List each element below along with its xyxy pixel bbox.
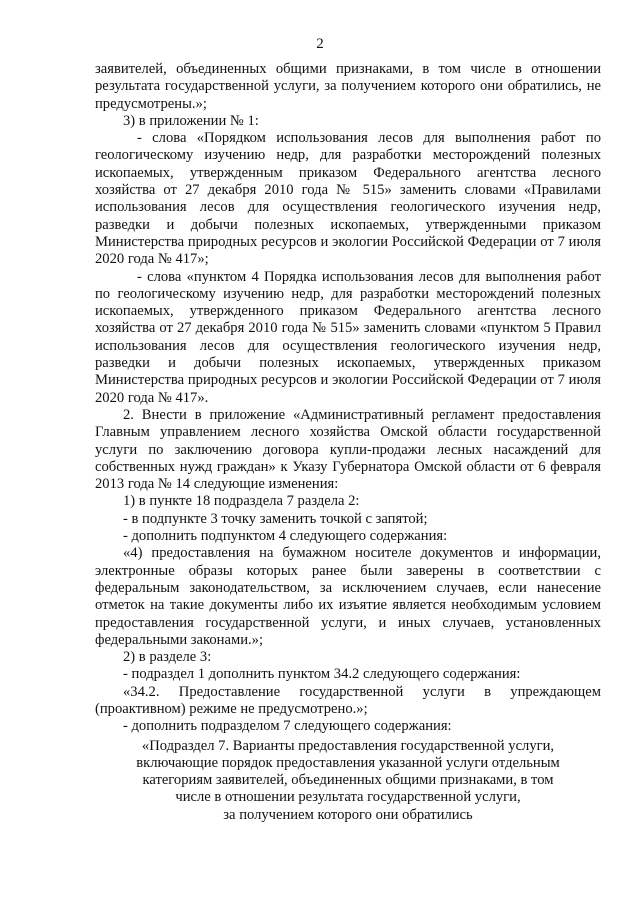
paragraph-item-3: 3) в приложении № 1: [123, 112, 259, 129]
paragraph-point-2: 2. Внести в приложение «Административный регламент предоставления Главным управлением лесного хозяйства Омской области государственной услуги по заключению договора купли-продажи лесных насаждений для собственных нужд граждан» к Указу Губернатора Омской области от 6 февраля 2013 года № 14 следующие изменения: [95, 406, 601, 493]
paragraph-quote-34-2: «34.2. Предоставление государственной услуги в упреждающем (проактивном) режиме не предусмотрено.»; [95, 683, 601, 717]
page-number: 2 [316, 36, 324, 52]
paragraph-dash-6: - дополнить подразделом 7 следующего содержания: [123, 718, 452, 735]
paragraph-quote-4: «4) предоставления на бумажном носителе документов и информации, электронные образы которых ранее были заверены в соответствии с федеральным законодательством, за исключением случаев, если нанесение отметок на такие документы либо их изъятие является необходимым условием предоставления государственной услуги, и иных случаев, установленных федеральными законами.»; [95, 545, 601, 648]
paragraph-subitem-2: 2) в разделе 3: [123, 649, 212, 666]
paragraph-dash-5: - подраздел 1 дополнить пунктом 34.2 следующего содержания: [123, 666, 521, 683]
heading-line: включающие порядок предоставления указанной услуги отдельным [136, 754, 560, 771]
paragraph-subitem-1: 1) в пункте 18 подраздела 7 раздела 2: [123, 493, 360, 510]
heading-line: числе в отношении результата государственной услуги, [175, 789, 521, 806]
paragraph-continuation: заявителей, объединенных общими признаками, в том числе в отношении результата государственной услуги, за получением которого они обратились, не предусмотрены.»; [95, 61, 601, 112]
heading-line: «Подраздел 7. Варианты предоставления государственной услуги, [141, 737, 555, 754]
heading-line: за получением которого они обратились [223, 806, 473, 823]
paragraph-dash-3: - в подпункте 3 точку заменить точкой с запятой; [123, 510, 428, 527]
paragraph-dash-1: - слова «Порядком использования лесов для выполнения работ по геологическому изучению недр, для разработки месторождений полезных ископаемых, утвержденным приказом Федерального агентства лесного хозяйства от 27 декабря 2010 года № 515» заменить словами «Правилами использования лесов для осуществления геологического изучения недр, разведки и добычи полезных ископаемых, утвержденными приказом Министерства природных ресурсов и экологии Российской Федерации от 7 июля 2020 года № 417»; [95, 130, 601, 268]
paragraph-dash-4: - дополнить подпунктом 4 следующего содержания: [123, 528, 448, 545]
paragraph-dash-2: - слова «пунктом 4 Порядка использования лесов для выполнения работ по геологическому изучению недр, для разработки месторождений полезных ископаемых, утвержденного приказом Федерального агентства лесного хозяйства от 27 декабря 2010 года № 515» заменить словами «пунктом 5 Правил использования лесов для осуществления геологического изучения недр, разведки и добычи полезных ископаемых, утвержденных приказом Министерства природных ресурсов и экологии Российской Федерации от 7 июля 2020 года № 417». [95, 268, 601, 406]
document-body [95, 61, 601, 824]
heading-line: категориям заявителей, объединенных общими признаками, в том [142, 772, 554, 789]
